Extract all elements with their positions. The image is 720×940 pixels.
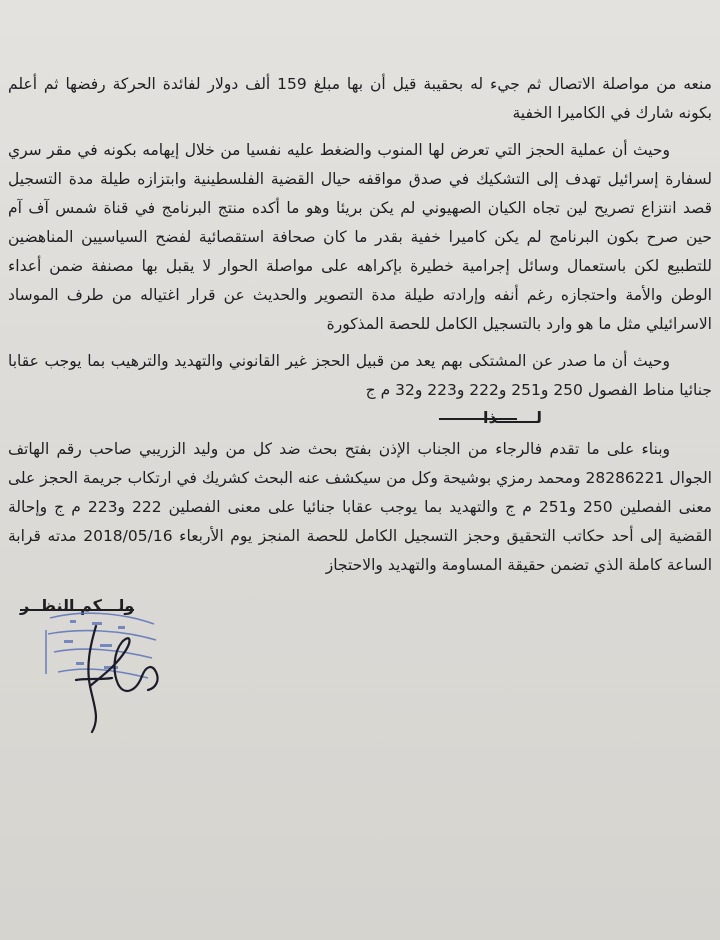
closing-phrase: ولـــكم النظــر: [20, 596, 135, 615]
paragraph-detention: وحيث أن عملية الحجز التي تعرض لها المنوب والضغط عليه نفسيا من خلال إيهامه بكونه في مقر سري لسفارة إسرائيل تهدف إلى التشكيك في صدق مواقفه حيال القضية الفلسطينية وابتزازه طيلة مدة التسجيل قصد انتزاع تصريح لين تجاه الكيان الصهيوني لم يكن بريئا وهو ما أكده منتج البرنامج في قناة شمس آف آم حين صرح بكون البرنامج لم يكن كاميرا خفية بقدر ما كان صحافة استقصائية لفضح السياسيين المناهضين للتطبيع لكن باستعمال وسائل إجرامية خطيرة بإكراهه على مواصلة الحوار لا يقبل بها مصنفة ضمن أعداء الوطن والأمة واحتجازه رغم أنفه وإرادته طيلة مدة التصوير والحديث عن قرار اغتياله من طرف الموساد الاسرائيلي مثل ما هو وارد بالتسجيل الكامل للحصة المذكورة: [8, 141, 712, 333]
document-body: [8, 70, 712, 580]
sub-heading-label: لـــــــذا: [482, 408, 542, 427]
sub-heading-rule: [439, 418, 517, 420]
sub-heading: [8, 405, 712, 431]
handwritten-signature: [56, 606, 166, 736]
paragraph-refusal: منعه من مواصلة الاتصال ثم جيء له بحقيبة قيل أن بها مبلغ 159 ألف دولار لفائدة الحركة رفضها ثم أعلم بكونه شارك في الكاميرا الخفية: [8, 75, 712, 122]
paragraph-request: وبناء على ما تقدم فالرجاء من الجناب الإذن بفتح بحث ضد كل من وليد الزريبي صاحب رقم الهاتف الجوال 28286221 ومحمد رمزي بوشيحة وكل من سيكشف عنه البحث كشريك في ارتكاب جريمة الحجز على معنى الفصلين 250 و251 م ج والتهديد بما يوجب عقابا جنائيا على معنى الفصلين 222 و223 م ج وإحالة القضية إلى أحد حكاتب التحقيق وحجز التسجيل الكامل للحصة المنجز يوم الأربعاء 2018/05/16 مدته قرابة الساعة كاملة الذي تضمن حقيقة المساومة والتهديد والاحتجاز: [8, 440, 713, 574]
paragraph-charges: وحيث أن ما صدر عن المشتكى بهم يعد من قبيل الحجز غير القانوني والتهديد والترهيب بما يوجب عقابا جنائيا مناط الفصول 250 و251 و222 و223 و32 م ج: [8, 352, 712, 399]
